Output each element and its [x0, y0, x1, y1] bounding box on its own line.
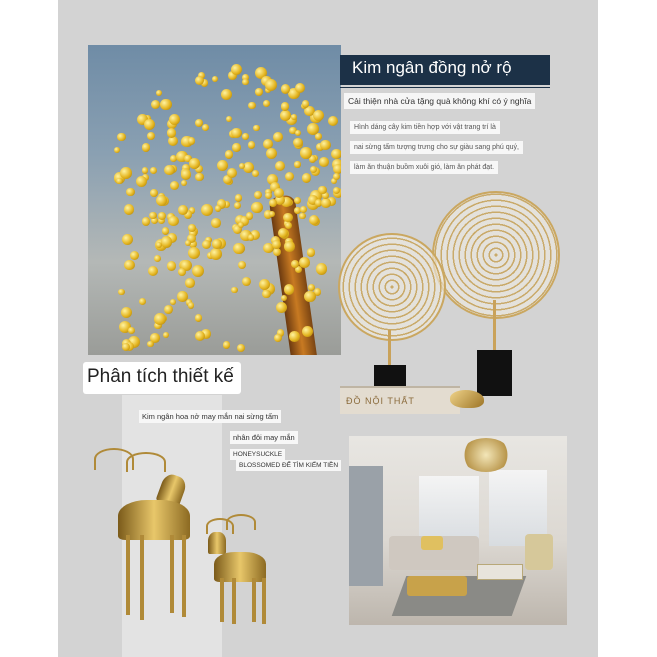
gold-coin [246, 212, 253, 219]
gold-coin [299, 213, 305, 219]
gold-coin [147, 341, 153, 347]
gold-coin [147, 132, 155, 140]
gold-coin [333, 187, 340, 194]
room-cushion [421, 536, 443, 550]
gold-coin [274, 188, 284, 198]
gold-coin [156, 195, 167, 206]
large-deer-leg-1 [126, 535, 130, 615]
gold-coin [120, 167, 132, 179]
gold-coin [170, 299, 177, 306]
note-line-1: Kim ngân hoa nở may mắn nai sừng tấm [139, 410, 281, 423]
gold-coin [242, 133, 249, 140]
gold-coin [265, 79, 277, 91]
gold-coin [163, 332, 169, 338]
gold-coin [221, 89, 232, 100]
gold-coin [164, 305, 173, 314]
gold-coin [128, 327, 135, 334]
gold-coin [223, 341, 231, 349]
gold-coin [275, 161, 285, 171]
gold-coin [302, 173, 312, 183]
gold-coin [139, 298, 146, 305]
small-deer-leg-3 [252, 578, 256, 622]
gold-coin [156, 90, 162, 96]
gold-coin [142, 217, 150, 225]
gold-coin [253, 125, 259, 131]
gold-coin [126, 188, 135, 197]
gold-coin [307, 123, 319, 135]
large-deer-antler-right [126, 452, 166, 472]
gold-coin [227, 168, 237, 178]
gold-coin [136, 176, 148, 188]
gold-coin [215, 205, 222, 212]
note-line-2: nhân đôi may mắn [230, 431, 298, 444]
gold-coin [273, 248, 281, 256]
gold-coin [142, 143, 150, 151]
large-ornament-stem [493, 300, 496, 352]
large-deer-body [118, 500, 190, 540]
gold-coin [231, 128, 242, 139]
gold-coin [169, 114, 180, 125]
gold-coin [284, 284, 294, 294]
gold-coin [276, 302, 287, 313]
title-underline [340, 87, 550, 88]
description-line-3: làm ăn thuận buồm xuôi gió, làm ăn phát đạt. [350, 161, 498, 174]
gold-coin [242, 79, 249, 86]
gold-coin [162, 227, 170, 235]
gold-coin [234, 202, 242, 210]
gold-coin [231, 287, 238, 294]
gold-coin [122, 234, 133, 245]
gold-coin [149, 212, 156, 219]
gold-coin [195, 331, 205, 341]
gold-coin [233, 243, 244, 254]
large-deer-leg-3 [170, 535, 174, 613]
large-tree-ornament [432, 191, 560, 319]
gold-coin [237, 344, 246, 353]
gold-coin [181, 180, 187, 186]
gold-coin [202, 124, 209, 131]
gold-coin [185, 240, 191, 246]
small-tree-ornament [338, 233, 446, 341]
living-room-photo [349, 436, 567, 625]
gold-coin [294, 161, 300, 167]
gold-coin [274, 334, 282, 342]
gold-coin [328, 116, 338, 126]
gold-coin [210, 248, 222, 260]
gold-coin [318, 186, 327, 195]
gold-coin [300, 206, 307, 213]
gold-coin [307, 248, 315, 256]
gold-coin [242, 277, 251, 286]
gold-coin [331, 149, 341, 159]
gold-coin [252, 170, 259, 177]
gold-coin [231, 64, 242, 75]
section-heading: Phân tích thiết kế [87, 366, 234, 387]
gold-coin [124, 260, 135, 271]
gold-coin [251, 202, 263, 214]
gold-coin [167, 128, 176, 137]
gold-coin [154, 255, 162, 263]
gold-coin [122, 343, 130, 351]
gold-coin [185, 278, 194, 287]
gold-coin [142, 167, 149, 174]
gold-coin [225, 150, 233, 158]
gold-coin [248, 102, 255, 109]
description-line-1: Hình dáng cây kim tiền hợp với vật trang trí là [350, 121, 500, 134]
gold-coin [189, 158, 200, 169]
gold-coin [302, 326, 313, 337]
note-line-3: HONEYSUCKLE [230, 449, 285, 460]
gold-coin [284, 241, 295, 252]
gold-coin [248, 141, 255, 148]
gold-coin [192, 265, 204, 277]
gold-coin [170, 181, 179, 190]
gold-coin [212, 239, 221, 248]
gold-coin [289, 331, 300, 342]
small-deer-leg-4 [262, 578, 266, 624]
gold-coin [238, 261, 246, 269]
room-ottoman [407, 576, 467, 596]
gold-coin [302, 100, 309, 107]
gold-coin [158, 212, 166, 220]
gold-coin [211, 218, 221, 228]
gold-coin [299, 257, 309, 267]
gold-coin [263, 100, 271, 108]
gold-coin [201, 204, 213, 216]
large-deer-leg-4 [182, 535, 186, 617]
small-deer-leg-1 [220, 578, 224, 622]
gold-coin [304, 291, 316, 303]
gold-coin [130, 251, 139, 260]
gold-coin [202, 240, 212, 250]
subtitle: Cải thiện nhà cửa tặng quà không khí có ý nghĩa [344, 93, 535, 109]
gold-coin [273, 132, 284, 143]
gold-coin [320, 140, 330, 150]
gold-coin [150, 167, 157, 174]
gold-coin [118, 289, 125, 296]
gold-coin [285, 172, 294, 181]
gold-coin [280, 110, 291, 121]
gold-coin [181, 169, 191, 179]
gold-coin [266, 148, 277, 159]
gold-coin [238, 222, 244, 228]
gold-coin [315, 133, 321, 139]
gold-coin [188, 302, 194, 308]
gold-coin [283, 213, 292, 222]
gold-coin [124, 204, 134, 214]
bird-figurine-icon [450, 390, 484, 408]
gold-coin [226, 116, 232, 122]
gold-coin [178, 268, 186, 276]
gold-coin [333, 173, 340, 180]
gold-coin [281, 102, 290, 111]
description-line-2: nai sừng tấm tượng trưng cho sự giàu sang phú quý, [350, 141, 523, 154]
room-curtain [349, 466, 383, 586]
gold-coin [269, 211, 275, 217]
money-tree-painting [88, 45, 341, 355]
gold-coin [217, 160, 228, 171]
gold-coin [316, 263, 327, 274]
gold-coin [300, 147, 311, 158]
gold-coin [259, 279, 270, 290]
gold-coin [269, 199, 277, 207]
small-ornament-stem [388, 330, 391, 368]
gold-coin [195, 173, 203, 181]
gold-coin [262, 290, 270, 298]
gold-coin [295, 130, 301, 136]
gold-coin [272, 240, 281, 249]
note-line-4: BLOSSOMED ĐỂ TÌM KIẾM TIỀN [236, 460, 341, 471]
gold-coin [161, 236, 173, 248]
gold-coin [178, 205, 188, 215]
gold-coin [151, 100, 160, 109]
gold-coin [117, 133, 126, 142]
room-coffee-table [477, 564, 523, 580]
room-armchair [525, 534, 553, 570]
book-label: ĐỒ NỘI THẤT [346, 396, 415, 406]
small-deer-antler-right [226, 514, 256, 530]
gold-coin [154, 313, 166, 325]
gold-coin [293, 138, 302, 147]
gold-coin [313, 110, 324, 121]
gold-coin [168, 216, 179, 227]
page-title: Kim ngân đồng nở rộ [352, 58, 512, 77]
small-deer-leg-2 [232, 578, 236, 624]
gold-coin [232, 143, 240, 151]
gold-coin [164, 165, 175, 176]
gold-coin [144, 119, 156, 131]
gold-coin [294, 197, 301, 204]
gold-coin [195, 314, 203, 322]
gold-coin [121, 307, 132, 318]
gold-coin [116, 178, 122, 184]
gold-coin [254, 191, 262, 199]
gold-coin [248, 234, 255, 241]
gold-coin [114, 147, 120, 153]
gold-coin [212, 76, 218, 82]
gold-coin [188, 247, 200, 259]
gold-coin [255, 88, 262, 95]
small-deer-head [208, 532, 226, 554]
large-ornament-base [477, 350, 512, 396]
gold-coin [321, 198, 331, 208]
gold-coin [188, 137, 196, 145]
gold-coin [148, 266, 158, 276]
gold-coin [235, 194, 243, 202]
gold-coin [167, 261, 176, 270]
chandelier-icon [461, 438, 511, 472]
gold-coin [319, 157, 329, 167]
gold-coin [160, 99, 172, 111]
large-deer-leg-2 [140, 535, 144, 620]
gold-coin [295, 83, 306, 94]
